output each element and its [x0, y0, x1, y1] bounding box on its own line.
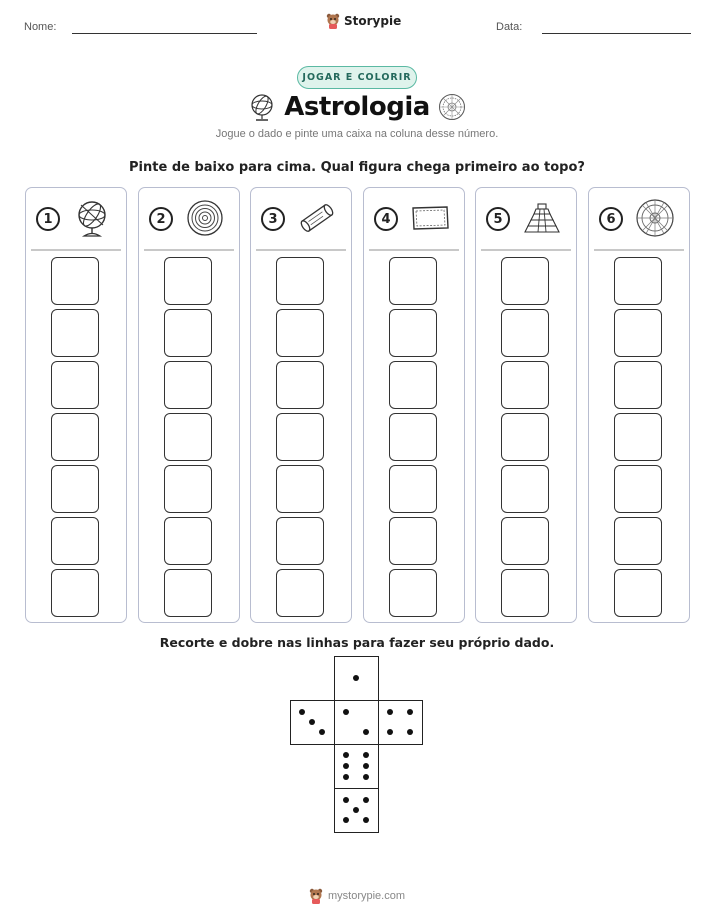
- color-box[interactable]: [276, 361, 324, 409]
- die-face-1: [334, 656, 379, 701]
- color-box[interactable]: [614, 361, 662, 409]
- color-box[interactable]: [164, 257, 212, 305]
- color-box[interactable]: [501, 413, 549, 461]
- date-label: Data:: [496, 21, 523, 33]
- color-box[interactable]: [51, 361, 99, 409]
- die-face-4: [378, 700, 423, 745]
- color-box[interactable]: [501, 361, 549, 409]
- color-box[interactable]: [164, 517, 212, 565]
- column-number: 5: [486, 207, 510, 231]
- brand-name: Storypie: [344, 14, 402, 28]
- color-box[interactable]: [51, 465, 99, 513]
- column-number: 3: [261, 207, 285, 231]
- name-line: [72, 33, 257, 34]
- color-box[interactable]: [164, 309, 212, 357]
- name-label: Nome:: [24, 21, 57, 33]
- column-5: [475, 187, 577, 623]
- column-2: [138, 187, 240, 623]
- color-box[interactable]: [276, 517, 324, 565]
- column-divider: [369, 249, 459, 251]
- column-divider: [594, 249, 684, 251]
- footer: [0, 888, 714, 904]
- column-number: 6: [599, 207, 623, 231]
- color-box[interactable]: [276, 569, 324, 617]
- dice-instruction: Recorte e dobre nas linhas para fazer seu próprio dado.: [159, 635, 555, 650]
- armillary-globe-icon: [72, 198, 112, 238]
- color-box[interactable]: [389, 361, 437, 409]
- column-divider: [144, 249, 234, 251]
- brand-logo: [326, 13, 401, 29]
- die-face-2: [334, 700, 379, 745]
- color-box[interactable]: [276, 413, 324, 461]
- color-box[interactable]: [164, 361, 212, 409]
- die-face-6: [334, 744, 379, 789]
- color-box[interactable]: [51, 257, 99, 305]
- color-box[interactable]: [389, 309, 437, 357]
- column-divider: [31, 249, 121, 251]
- color-box[interactable]: [614, 465, 662, 513]
- date-line: [542, 33, 691, 34]
- color-box[interactable]: [51, 413, 99, 461]
- column-number: 2: [149, 207, 173, 231]
- zodiac-wheel-icon: [635, 198, 675, 238]
- color-box[interactable]: [164, 569, 212, 617]
- page-title: Astrologia: [284, 92, 430, 122]
- column-divider: [256, 249, 346, 251]
- color-box[interactable]: [276, 257, 324, 305]
- color-box[interactable]: [389, 465, 437, 513]
- color-box[interactable]: [389, 517, 437, 565]
- scroll-icon: [297, 198, 337, 238]
- color-box[interactable]: [389, 413, 437, 461]
- subtitle: Jogue o dado e pinte uma caixa na coluna desse número.: [215, 128, 499, 140]
- bear-icon: [309, 888, 323, 904]
- color-box[interactable]: [276, 465, 324, 513]
- color-box[interactable]: [51, 569, 99, 617]
- column-divider: [481, 249, 571, 251]
- pyramid-icon: [522, 198, 562, 238]
- column-number: 1: [36, 207, 60, 231]
- column-3: [250, 187, 352, 623]
- color-box[interactable]: [276, 309, 324, 357]
- instruction: Pinte de baixo para cima. Qual figura chega primeiro ao topo?: [129, 160, 585, 175]
- color-box[interactable]: [614, 569, 662, 617]
- column-4: [363, 187, 465, 623]
- color-box[interactable]: [501, 569, 549, 617]
- color-box[interactable]: [614, 517, 662, 565]
- column-number: 4: [374, 207, 398, 231]
- target-rings-icon: [185, 198, 225, 238]
- color-box[interactable]: [501, 517, 549, 565]
- color-box[interactable]: [614, 413, 662, 461]
- color-box[interactable]: [51, 517, 99, 565]
- bear-icon: [326, 13, 340, 29]
- activity-badge: JOGAR E COLORIR: [297, 66, 417, 89]
- column-1: [25, 187, 127, 623]
- footer-url[interactable]: mystorypie.com: [327, 890, 406, 902]
- die-face-3: [290, 700, 335, 745]
- color-box[interactable]: [389, 257, 437, 305]
- color-box[interactable]: [501, 257, 549, 305]
- stone-tablet-icon: [410, 198, 450, 238]
- die-face-5: [334, 788, 379, 833]
- color-box[interactable]: [614, 257, 662, 305]
- zodiac-wheel-icon: [438, 93, 466, 121]
- color-box[interactable]: [389, 569, 437, 617]
- color-box[interactable]: [51, 309, 99, 357]
- color-box[interactable]: [614, 309, 662, 357]
- color-box[interactable]: [501, 309, 549, 357]
- color-box[interactable]: [164, 413, 212, 461]
- color-box[interactable]: [164, 465, 212, 513]
- color-box[interactable]: [501, 465, 549, 513]
- column-6: [588, 187, 690, 623]
